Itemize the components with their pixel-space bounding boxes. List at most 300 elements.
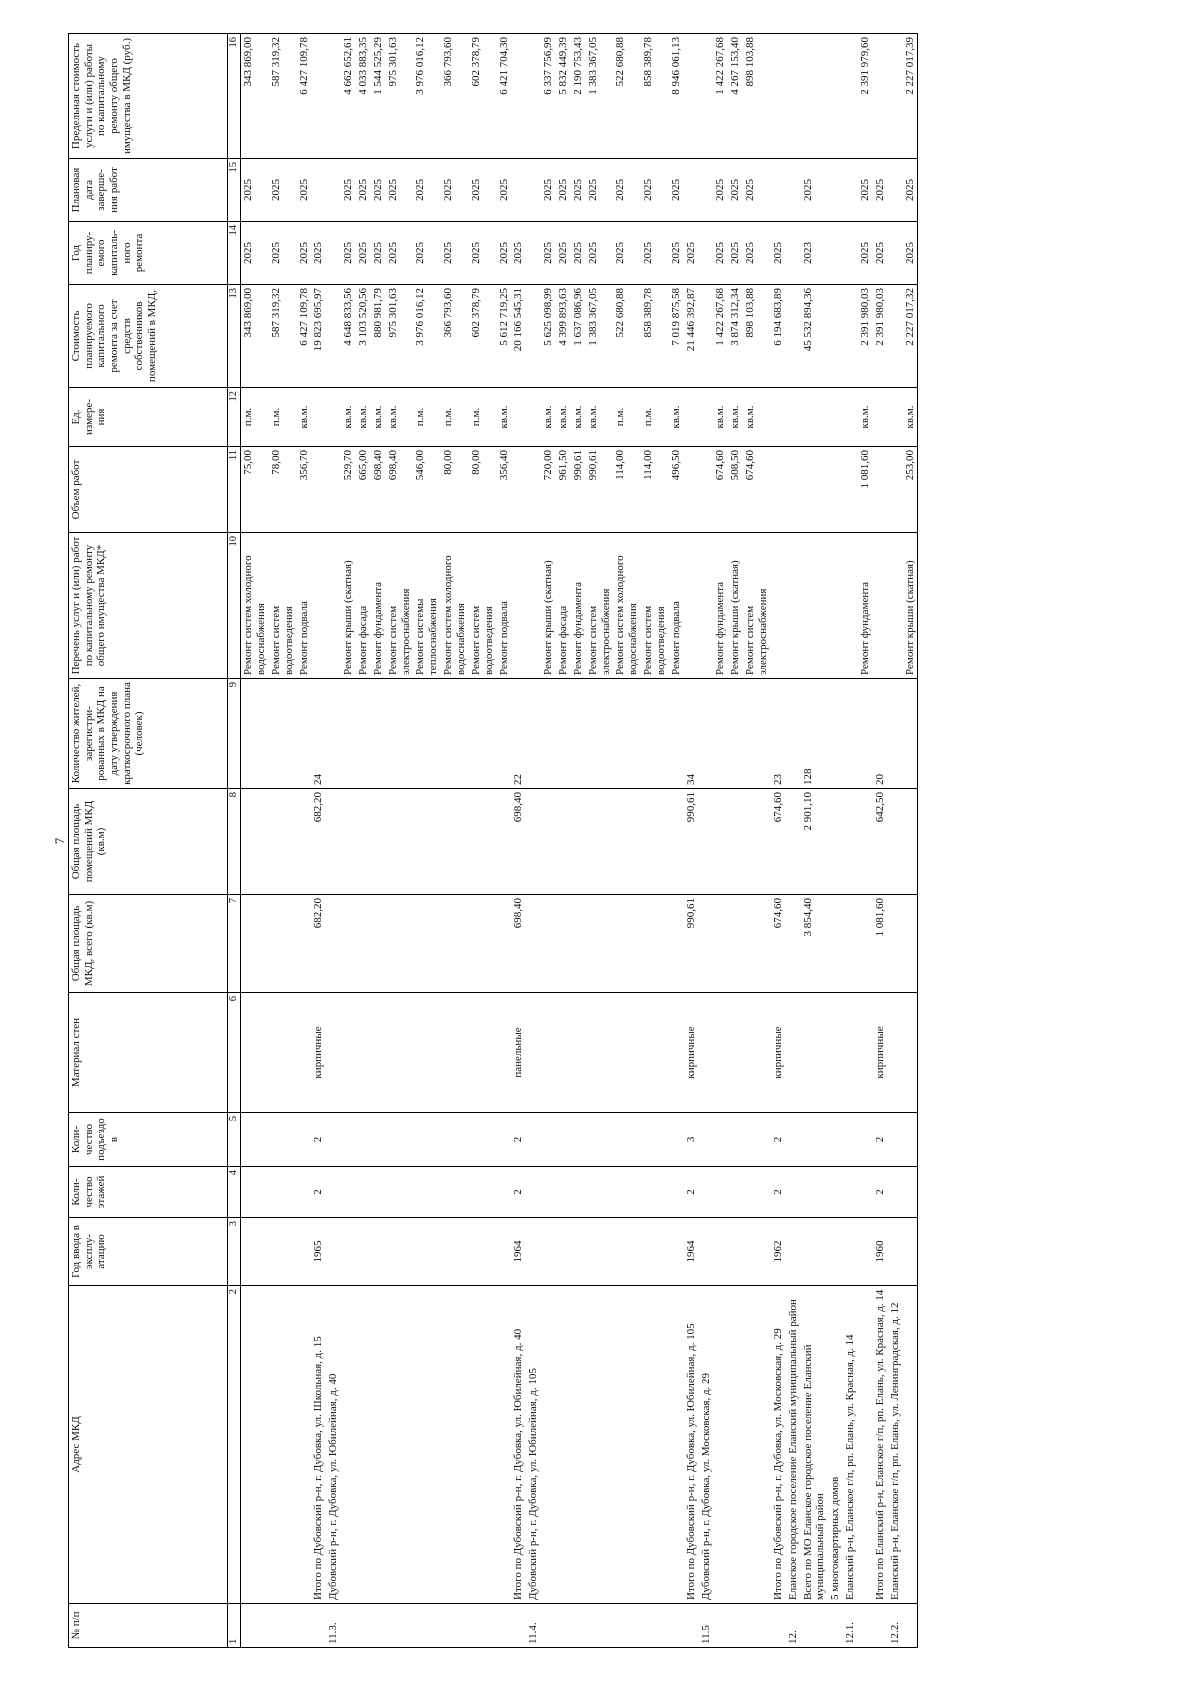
empty-cell xyxy=(371,993,386,1113)
empty-cell xyxy=(526,533,541,679)
work-cell: Ремонт систем холодного водоснабжения xyxy=(241,533,269,679)
empty-cell xyxy=(556,679,571,789)
work-cell: Ремонт фундамента xyxy=(571,533,586,679)
max-cost-cell: 343 869,00 xyxy=(241,34,269,159)
repair-year-cell: 2025 xyxy=(297,222,312,285)
empty-cell xyxy=(356,679,371,789)
work-cell: Ремонт подвала xyxy=(497,533,512,679)
entrances-cell: 2 xyxy=(771,1113,786,1167)
repair-year-cell: 2025 xyxy=(586,222,614,285)
empty-cell xyxy=(843,895,858,993)
volume-cell: 80,00 xyxy=(469,447,497,533)
unit-cell: кв.м. xyxy=(371,388,386,447)
empty-cell xyxy=(828,159,843,222)
column-header-10: Перечень услуг и (или) работ по капитальному ремонту общего имущества МКД* xyxy=(69,533,228,679)
empty-cell xyxy=(786,533,801,679)
volume-cell xyxy=(684,447,699,533)
column-header-7: Общая площадь МКД, всего (кв.м) xyxy=(69,895,228,993)
max-cost-cell: 2 227 017,39 xyxy=(903,34,918,159)
work-row xyxy=(641,34,669,1648)
empty-cell xyxy=(888,159,903,222)
volume-cell xyxy=(771,447,786,533)
row-number-cell xyxy=(801,1604,829,1648)
empty-cell xyxy=(903,789,918,895)
max-cost-cell: 8 946 061,13 xyxy=(669,34,684,159)
unit-cell: п.м. xyxy=(413,388,441,447)
empty-cell xyxy=(341,789,356,895)
empty-cell xyxy=(858,789,873,895)
address-row xyxy=(828,34,843,1648)
empty-cell xyxy=(743,1218,771,1286)
empty-cell xyxy=(903,895,918,993)
empty-cell xyxy=(641,1286,669,1604)
cost-total-cell: 2 391 980,03 xyxy=(873,285,888,388)
empty-cell xyxy=(669,895,684,993)
empty-cell xyxy=(669,679,684,789)
empty-cell xyxy=(386,895,414,993)
column-header-15: Плановая дата заверше- ния работ xyxy=(69,159,228,222)
max-cost-cell: 366 793,60 xyxy=(441,34,469,159)
unit-cell xyxy=(511,388,526,447)
unit-cell: кв.м. xyxy=(297,388,312,447)
empty-cell xyxy=(326,1218,341,1286)
empty-cell xyxy=(556,1218,571,1286)
empty-cell xyxy=(669,1218,684,1286)
unit-cell xyxy=(873,388,888,447)
empty-cell xyxy=(699,447,714,533)
address-row xyxy=(786,34,801,1648)
empty-cell xyxy=(888,895,903,993)
row-number-cell: 11.4. xyxy=(526,1604,541,1648)
end-date-cell: 2025 xyxy=(269,159,297,222)
empty-cell xyxy=(743,1113,771,1167)
work-cell xyxy=(511,533,526,679)
empty-cell xyxy=(326,447,341,533)
work-cell: Ремонт крыши (скатная) xyxy=(903,533,918,679)
residents-cell: 24 xyxy=(311,679,326,789)
empty-cell xyxy=(586,679,614,789)
empty-cell xyxy=(297,1286,312,1604)
empty-cell xyxy=(613,1167,641,1218)
empty-cell xyxy=(786,1218,801,1286)
empty-cell xyxy=(241,1218,269,1286)
empty-cell xyxy=(888,222,903,285)
empty-cell xyxy=(699,895,714,993)
empty-cell xyxy=(356,993,371,1113)
empty-cell xyxy=(413,1167,441,1218)
end-date-cell: 2025 xyxy=(571,159,586,222)
empty-cell xyxy=(858,1113,873,1167)
work-cell: Ремонт систем водоотведения xyxy=(641,533,669,679)
empty-cell xyxy=(326,895,341,993)
empty-cell xyxy=(713,1218,728,1286)
entrances-cell xyxy=(801,1113,829,1167)
empty-cell xyxy=(386,789,414,895)
empty-cell xyxy=(786,447,801,533)
empty-cell xyxy=(469,1218,497,1286)
max-cost-cell: 522 680,88 xyxy=(613,34,641,159)
empty-cell xyxy=(556,993,571,1113)
empty-cell xyxy=(641,1604,669,1648)
empty-cell xyxy=(586,1286,614,1604)
max-cost-cell: 1 383 367,05 xyxy=(586,34,614,159)
floors-cell xyxy=(801,1167,829,1218)
empty-cell xyxy=(386,1604,414,1648)
empty-cell xyxy=(903,1167,918,1218)
unit-cell: кв.м. xyxy=(341,388,356,447)
residents-cell: 34 xyxy=(684,679,699,789)
work-row xyxy=(297,34,312,1648)
address-row xyxy=(888,34,903,1648)
end-date-cell: 2025 xyxy=(541,159,556,222)
repair-year-cell: 2025 xyxy=(311,222,326,285)
unit-cell: кв.м. xyxy=(586,388,614,447)
cost-total-cell: 6 194 683,89 xyxy=(771,285,786,388)
empty-cell xyxy=(326,1167,341,1218)
work-row xyxy=(713,34,728,1648)
work-row xyxy=(386,34,414,1648)
end-date-cell: 2025 xyxy=(903,159,918,222)
empty-cell xyxy=(858,1218,873,1286)
empty-cell xyxy=(386,1286,414,1604)
empty-cell xyxy=(269,789,297,895)
empty-cell xyxy=(269,679,297,789)
empty-cell xyxy=(699,388,714,447)
empty-cell xyxy=(386,1218,414,1286)
year-built-cell: 1962 xyxy=(771,1218,786,1286)
wall-material-cell: кирпичные xyxy=(684,993,699,1113)
empty-cell xyxy=(699,159,714,222)
empty-cell xyxy=(828,789,843,895)
empty-cell xyxy=(356,789,371,895)
volume-cell: 1 081,60 xyxy=(858,447,873,533)
empty-cell xyxy=(526,895,541,993)
empty-cell xyxy=(356,1604,371,1648)
cost-cell: 3 103 520,56 xyxy=(356,285,371,388)
empty-cell xyxy=(526,222,541,285)
cost-total-cell: 21 446 392,87 xyxy=(684,285,699,388)
column-number-6: 6 xyxy=(228,993,241,1113)
column-header-13: Стоимость планируемого капитального ремонта за счет средств собственников помещений в МКД, xyxy=(69,285,228,388)
work-cell xyxy=(771,533,786,679)
entrances-cell: 2 xyxy=(873,1113,888,1167)
empty-cell xyxy=(728,789,743,895)
repair-year-cell: 2025 xyxy=(497,222,512,285)
column-header-2: Адрес МКД xyxy=(69,1286,228,1604)
empty-cell xyxy=(888,285,903,388)
repair-year-cell: 2025 xyxy=(669,222,684,285)
volume-cell: 78,00 xyxy=(269,447,297,533)
empty-cell xyxy=(699,222,714,285)
work-cell: Ремонт систем холодного водоснабжения xyxy=(441,533,469,679)
max-cost-cell: 4 033 883,35 xyxy=(356,34,371,159)
empty-cell xyxy=(586,1604,614,1648)
cost-cell: 522 680,88 xyxy=(613,285,641,388)
max-cost-cell xyxy=(511,34,526,159)
cost-cell: 2 391 980,03 xyxy=(858,285,873,388)
empty-cell xyxy=(786,285,801,388)
address-cell: Дубовский р-н, г. Дубовка, ул. Юбилейная, д. 40 xyxy=(326,1286,341,1604)
column-number-11: 11 xyxy=(228,447,241,533)
max-cost-cell: 1 544 525,29 xyxy=(371,34,386,159)
volume-cell: 529,70 xyxy=(341,447,356,533)
column-number-3: 3 xyxy=(228,1218,241,1286)
empty-cell xyxy=(888,34,903,159)
end-date-cell: 2025 xyxy=(801,159,829,222)
empty-cell xyxy=(843,993,858,1113)
repair-year-cell: 2025 xyxy=(413,222,441,285)
empty-cell xyxy=(326,34,341,159)
empty-cell xyxy=(241,1604,269,1648)
empty-cell xyxy=(641,679,669,789)
column-header-16: Предельная стоимость услуги и (или) работы по капитальному ремонту общего имущества в МКД (руб.) xyxy=(69,34,228,159)
column-number-13: 13 xyxy=(228,285,241,388)
column-number-14: 14 xyxy=(228,222,241,285)
empty-cell xyxy=(297,1113,312,1167)
empty-cell xyxy=(326,789,341,895)
unit-cell: кв.м. xyxy=(728,388,743,447)
empty-cell xyxy=(413,1218,441,1286)
max-cost-cell: 975 301,63 xyxy=(386,34,414,159)
area-total-cell: 698,40 xyxy=(511,895,526,993)
empty-cell xyxy=(888,533,903,679)
empty-cell xyxy=(571,1167,586,1218)
empty-cell xyxy=(843,1167,858,1218)
empty-cell xyxy=(728,1113,743,1167)
empty-cell xyxy=(297,679,312,789)
total-address-cell: Итого по Дубовский р-н, г. Дубовка, ул. Юбилейная, д. 40 xyxy=(511,1286,526,1604)
row-number-cell: 12.1. xyxy=(843,1604,858,1648)
empty-cell xyxy=(497,993,512,1113)
empty-cell xyxy=(441,679,469,789)
empty-cell xyxy=(728,679,743,789)
empty-cell xyxy=(413,679,441,789)
work-cell xyxy=(684,533,699,679)
address-cell: Дубовский р-н, г. Дубовка, ул. Юбилейная, д. 105 xyxy=(526,1286,541,1604)
empty-cell xyxy=(497,1167,512,1218)
empty-cell xyxy=(497,895,512,993)
unit-cell: п.м. xyxy=(469,388,497,447)
empty-cell xyxy=(641,1218,669,1286)
entrances-cell: 2 xyxy=(511,1113,526,1167)
floors-cell: 2 xyxy=(771,1167,786,1218)
empty-cell xyxy=(669,1167,684,1218)
work-row xyxy=(743,34,771,1648)
empty-cell xyxy=(541,993,556,1113)
floors-cell: 2 xyxy=(684,1167,699,1218)
max-cost-cell: 587 319,32 xyxy=(269,34,297,159)
empty-cell xyxy=(356,1113,371,1167)
empty-cell xyxy=(371,679,386,789)
volume-cell: 674,60 xyxy=(743,447,771,533)
empty-cell xyxy=(843,789,858,895)
year-built-cell: 1964 xyxy=(511,1218,526,1286)
empty-cell xyxy=(441,1113,469,1167)
unit-cell xyxy=(684,388,699,447)
empty-cell xyxy=(699,1113,714,1167)
row-number-cell xyxy=(771,1604,786,1648)
empty-cell xyxy=(843,1218,858,1286)
unit-cell: п.м. xyxy=(241,388,269,447)
cost-cell: 1 422 267,68 xyxy=(713,285,728,388)
cost-cell: 5 612 719,25 xyxy=(497,285,512,388)
residents-cell: 23 xyxy=(771,679,786,789)
empty-cell xyxy=(326,679,341,789)
empty-cell xyxy=(843,222,858,285)
area-total-cell: 1 081,60 xyxy=(873,895,888,993)
empty-cell xyxy=(541,789,556,895)
unit-cell: кв.м. xyxy=(541,388,556,447)
address-cell: Еланский р-н, Еланское г/п, рп. Елань, ул. Ленинградская, д. 12 xyxy=(888,1286,903,1604)
unit-cell: кв.м. xyxy=(858,388,873,447)
cost-cell: 898 103,88 xyxy=(743,285,771,388)
max-cost-cell xyxy=(311,34,326,159)
work-cell: Ремонт фундамента xyxy=(858,533,873,679)
empty-cell xyxy=(728,895,743,993)
total-row xyxy=(511,34,526,1648)
end-date-cell: 2025 xyxy=(241,159,269,222)
work-cell: Ремонт фундамента xyxy=(713,533,728,679)
empty-cell xyxy=(888,388,903,447)
empty-cell xyxy=(441,1604,469,1648)
work-cell: Ремонт систем электроснабжения xyxy=(743,533,771,679)
empty-cell xyxy=(413,1604,441,1648)
empty-cell xyxy=(699,993,714,1113)
empty-cell xyxy=(241,679,269,789)
empty-cell xyxy=(613,1286,641,1604)
empty-cell xyxy=(786,1167,801,1218)
unit-cell: кв.м. xyxy=(497,388,512,447)
column-number-1: 1 xyxy=(228,1604,241,1648)
repair-year-cell: 2025 xyxy=(241,222,269,285)
volume-cell: 114,00 xyxy=(641,447,669,533)
column-header-6: Материал стен xyxy=(69,993,228,1113)
end-date-cell: 2025 xyxy=(386,159,414,222)
volume-cell: 698,40 xyxy=(386,447,414,533)
empty-cell xyxy=(713,1286,728,1604)
empty-cell xyxy=(641,895,669,993)
empty-cell xyxy=(699,789,714,895)
empty-cell xyxy=(441,1167,469,1218)
empty-cell xyxy=(786,1113,801,1167)
end-date-cell: 2025 xyxy=(743,159,771,222)
residents-cell: 22 xyxy=(511,679,526,789)
empty-cell xyxy=(786,222,801,285)
empty-cell xyxy=(786,895,801,993)
empty-cell xyxy=(341,1113,356,1167)
empty-cell xyxy=(858,895,873,993)
end-date-cell xyxy=(511,159,526,222)
unit-cell: кв.м. xyxy=(571,388,586,447)
unit-cell: кв.м. xyxy=(386,388,414,447)
empty-cell xyxy=(341,1604,356,1648)
empty-cell xyxy=(541,1167,556,1218)
row-number-cell xyxy=(511,1604,526,1648)
unit-cell xyxy=(311,388,326,447)
residents-cell: 20 xyxy=(873,679,888,789)
work-row xyxy=(586,34,614,1648)
max-cost-cell: 2 391 979,60 xyxy=(858,34,873,159)
wall-material-cell: кирпичные xyxy=(311,993,326,1113)
end-date-cell: 2025 xyxy=(873,159,888,222)
empty-cell xyxy=(743,679,771,789)
empty-cell xyxy=(241,789,269,895)
cost-cell: 6 427 109,78 xyxy=(297,285,312,388)
empty-cell xyxy=(541,1286,556,1604)
repair-year-cell: 2025 xyxy=(356,222,371,285)
empty-cell xyxy=(858,679,873,789)
empty-cell xyxy=(786,159,801,222)
max-cost-cell xyxy=(801,34,829,159)
end-date-cell: 2025 xyxy=(669,159,684,222)
column-number-16: 16 xyxy=(228,34,241,159)
work-cell xyxy=(801,533,829,679)
empty-cell xyxy=(888,993,903,1113)
unit-cell: кв.м. xyxy=(669,388,684,447)
empty-cell xyxy=(341,1286,356,1604)
work-row xyxy=(356,34,371,1648)
empty-cell xyxy=(669,1604,684,1648)
empty-cell xyxy=(269,1113,297,1167)
total-address-cell: Итого по Еланский р-н, Еланское г/п, рп. Елань, ул. Красная, д. 14 xyxy=(873,1286,888,1604)
empty-cell xyxy=(556,1113,571,1167)
empty-cell xyxy=(828,1113,843,1167)
row-number-cell: 12.2. xyxy=(888,1604,903,1648)
work-cell: Ремонт подвала xyxy=(297,533,312,679)
empty-cell xyxy=(828,993,843,1113)
wall-material-cell xyxy=(801,993,829,1113)
empty-cell xyxy=(699,1218,714,1286)
area-total-cell: 3 854,40 xyxy=(801,895,829,993)
empty-cell xyxy=(903,1218,918,1286)
repair-year-cell: 2025 xyxy=(743,222,771,285)
work-cell: Ремонт фасада xyxy=(556,533,571,679)
work-row xyxy=(858,34,873,1648)
empty-cell xyxy=(356,1218,371,1286)
work-row xyxy=(571,34,586,1648)
empty-cell xyxy=(556,895,571,993)
cost-cell: 4 399 893,63 xyxy=(556,285,571,388)
empty-cell xyxy=(386,1113,414,1167)
empty-cell xyxy=(843,285,858,388)
work-cell xyxy=(873,533,888,679)
repair-year-cell: 2025 xyxy=(469,222,497,285)
max-cost-cell: 6 337 756,99 xyxy=(541,34,556,159)
end-date-cell: 2025 xyxy=(356,159,371,222)
column-number-8: 8 xyxy=(228,789,241,895)
max-cost-cell: 858 389,78 xyxy=(641,34,669,159)
unit-cell: кв.м. xyxy=(556,388,571,447)
volume-cell: 75,00 xyxy=(241,447,269,533)
max-cost-cell xyxy=(684,34,699,159)
cost-total-cell: 45 532 894,36 xyxy=(801,285,829,388)
unit-cell xyxy=(801,388,829,447)
empty-cell xyxy=(526,1167,541,1218)
empty-cell xyxy=(713,993,728,1113)
floors-cell: 2 xyxy=(311,1167,326,1218)
repair-year-cell: 2025 xyxy=(903,222,918,285)
repair-year-cell: 2025 xyxy=(371,222,386,285)
address-row xyxy=(843,34,858,1648)
work-row xyxy=(556,34,571,1648)
max-cost-cell: 4 662 652,61 xyxy=(341,34,356,159)
empty-cell xyxy=(526,388,541,447)
volume-cell xyxy=(511,447,526,533)
column-number-7: 7 xyxy=(228,895,241,993)
empty-cell xyxy=(371,1113,386,1167)
row-number-cell xyxy=(828,1604,843,1648)
work-cell: Ремонт системы теплоснабжения xyxy=(413,533,441,679)
